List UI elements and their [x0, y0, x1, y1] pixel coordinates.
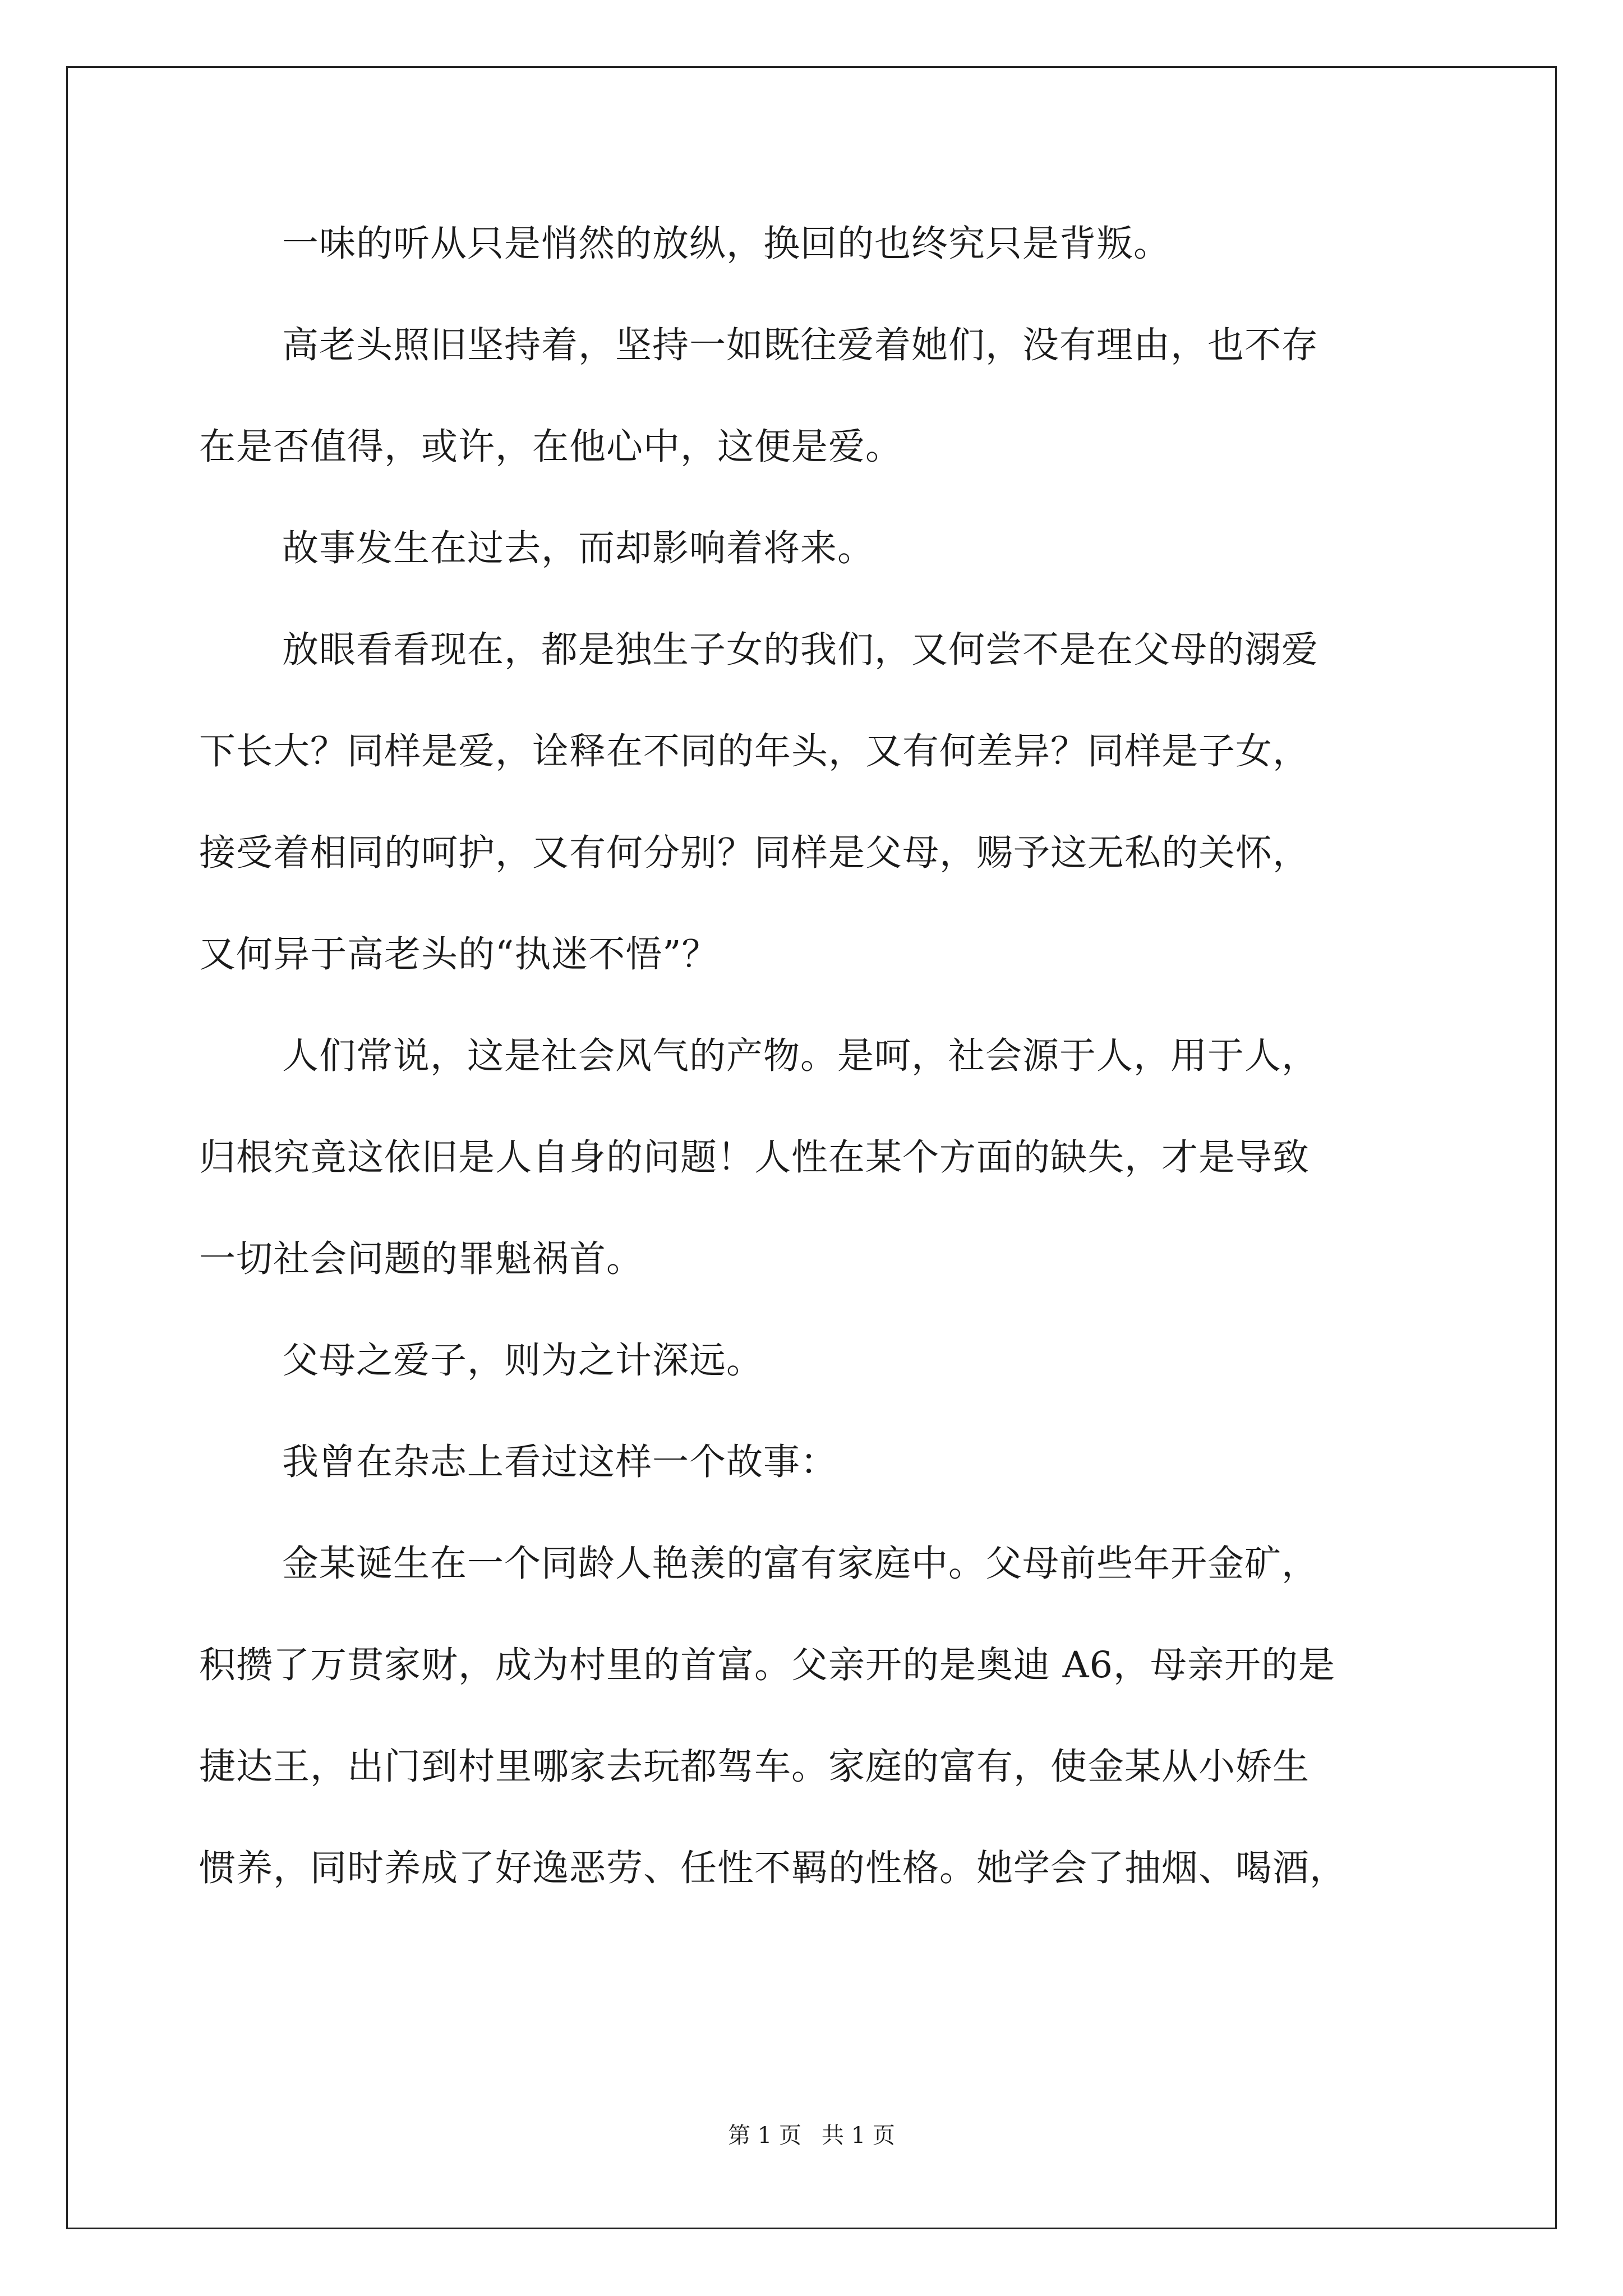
text-line: 捷达王，出门到村里哪家去玩都驾车。家庭的富有，使金某从小娇生: [199, 1746, 1310, 1788]
text-line: 一切社会问题的罪魁祸首。: [199, 1238, 644, 1280]
text-line: 金某诞生在一个同龄人艳羡的富有家庭中。父母前些年开金矿，: [282, 1543, 1319, 1585]
page-footer: [0, 2122, 1623, 2150]
page-number-total: 共 1 页: [822, 2123, 895, 2148]
text-line: 在是否值得，或许，在他心中，这便是爱。: [199, 426, 903, 468]
text-line: 惯养，同时养成了好逸恶劳、任性不羁的性格。她学会了抽烟、喝酒，: [199, 1847, 1347, 1889]
text-line: 放眼看看现在，都是独生子女的我们，又何尝不是在父母的溺爱: [282, 629, 1319, 671]
text-line: 人们常说，这是社会风气的产物。是呵，社会源于人，用于人，: [282, 1035, 1319, 1077]
text-line: 父母之爱子，则为之计深远。: [282, 1340, 764, 1382]
text-line: 归根究竟这依旧是人自身的问题！人性在某个方面的缺失，才是导致: [199, 1137, 1310, 1179]
text-line: 高老头照旧坚持着，坚持一如既往爱着她们，没有理由，也不存: [282, 324, 1319, 366]
text-line: 又何异于高老头的“执迷不悟”？: [199, 933, 719, 976]
page-number-current: 第 1 页: [728, 2123, 801, 2148]
text-line: 故事发生在过去，而却影响着将来。: [282, 527, 875, 569]
text-line: 接受着相同的呵护，又有何分别？同样是父母，赐予这无私的关怀，: [199, 832, 1310, 874]
text-line: 下长大？同样是爱，诠释在不同的年头，又有何差异？同样是子女，: [199, 730, 1310, 772]
text-line: 我曾在杂志上看过这样一个故事：: [282, 1441, 838, 1483]
text-line: 积攒了万贯家财，成为村里的首富。父亲开的是奥迪 A6，母亲开的是: [199, 1644, 1335, 1686]
text-line: 一味的听从只是悄然的放纵，换回的也终究只是背叛。: [282, 223, 1171, 265]
